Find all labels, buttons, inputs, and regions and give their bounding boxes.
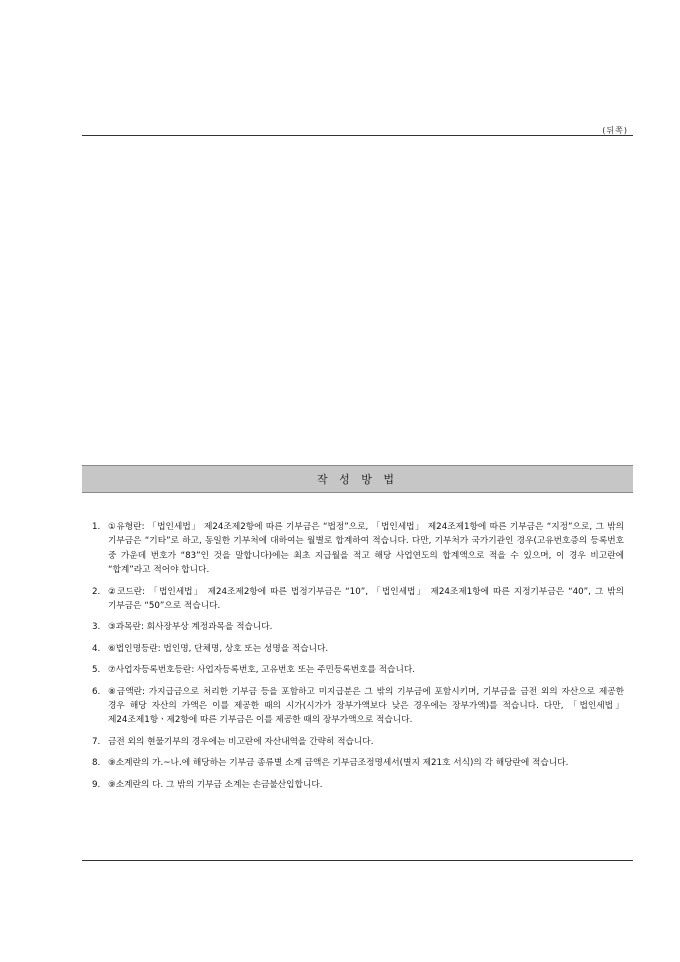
instruction-item	[92, 778, 624, 792]
instruction-text: ②코드란: 「법인세법」 제24조제2항에 따른 법정기부금은 “10”, 「법인세법」 제24조제1항에 따른 지정기부금은 “40”, 그 밖의 기부금은 “50”으로 적습니다.	[108, 586, 624, 612]
instruction-item	[92, 585, 624, 614]
instruction-item	[92, 735, 624, 749]
instructions-list	[92, 520, 624, 799]
instruction-number: 4.	[92, 643, 101, 654]
instruction-number: 8.	[92, 758, 101, 769]
instruction-item	[92, 620, 624, 634]
instruction-number: 6.	[92, 686, 101, 697]
instruction-item	[92, 520, 624, 578]
instruction-text: ⑨소계란의 가.~나.에 해당하는 기부금 종류별 소계 금액은 기부금조정명세서(별지 제21호 서식)의 각 해당란에 적습니다.	[108, 758, 569, 769]
instruction-text: ⑦사업자등록번호등란: 사업자등록번호, 고유번호 또는 주민등록번호를 적습니다.	[108, 665, 415, 676]
instruction-text: ③과목란: 회사장부상 계정과목을 적습니다.	[108, 622, 273, 633]
section-title: 작 성 방 법	[317, 473, 398, 486]
instruction-text: 금전 외의 현물기부의 경우에는 비고란에 자산내역을 간략히 적습니다.	[108, 736, 374, 747]
instruction-text: ⑥법인명등란: 법인명, 단체명, 상호 또는 성명을 적습니다.	[108, 643, 329, 654]
top-divider	[82, 135, 633, 136]
instruction-item	[92, 642, 624, 656]
instruction-text: ⑧금액란: 가지급금으로 처리한 기부금 등을 포함하고 미지급분은 그 밖의 기부금에 포함시키며, 기부금을 금전 외의 자산으로 제공한 경우 해당 자산의 가액은 이를 제공한 때의 시가(시가가 장부가액보다 낮은 경우에는 장부가액)를 적습니다. 다만, 「법인세법」 제24조제1항ㆍ제2항에 따른 기부금은 이를 제공한 때의 장부가액으로 적습니다.	[108, 686, 624, 726]
instruction-number: 2.	[92, 586, 101, 597]
instruction-number: 5.	[92, 665, 101, 676]
back-side-label: (뒤쪽)	[602, 126, 628, 135]
instruction-number: 7.	[92, 736, 101, 747]
instruction-item	[92, 756, 624, 770]
instruction-number: 1.	[92, 522, 101, 532]
section-header	[82, 465, 633, 493]
instruction-text: ⑨소계란의 다. 그 밖의 기부금 소계는 손금불산입합니다.	[108, 779, 323, 790]
instruction-number: 3.	[92, 622, 101, 633]
instruction-number: 9.	[92, 779, 101, 790]
bottom-divider	[82, 860, 633, 861]
instruction-item	[92, 663, 624, 677]
instruction-text: ①유형란: 「법인세법」 제24조제2항에 따른 기부금은 “법정”으로, 「법인세법」 제24조제1항에 따른 기부금은 “지정”으로, 그 밖의 기부금은 “기타”로 하고, 동일한 기부처에 대하여는 월별로 합계하여 적습니다. 다만, 기부처가 국가기관인 경우(고유번호증의 등록번호 중 가운데 번호가 “83”인 것을 말합니다)에는 최초 지급월을 적고 해당 사업연도의 합계액으로 적을 수 있으며, 이 경우 비고란에 “합계”라고 적어야 합니다.	[108, 522, 624, 576]
instruction-item	[92, 685, 624, 728]
